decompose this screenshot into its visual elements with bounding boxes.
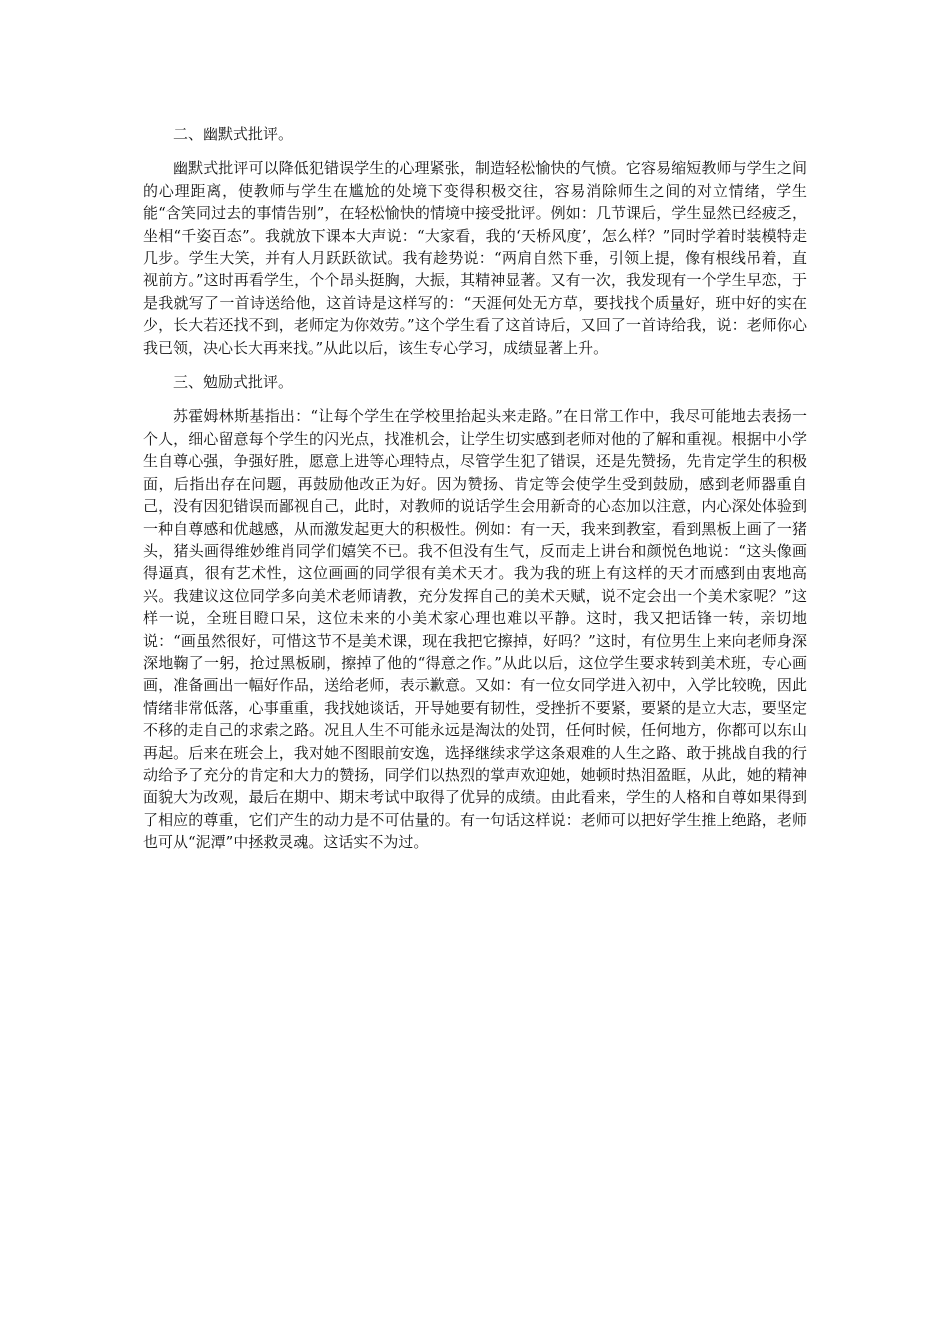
section-heading-humor: 二、幽默式批评。 (173, 125, 294, 143)
document-body (143, 123, 807, 866)
section-heading-encourage: 三、勉励式批评。 (173, 373, 294, 392)
section-paragraph-encourage: 苏霍姆林斯基指出：“让每个学生在学校里抬起头来走路。”在日常工作中，我尽可能地去表扬一个人，细心留意每个学生的闪光点，找准机会，让学生切实感到老师对他的了解和重视。根据中小学生自尊心强，争强好胜，愿意上进等心理特点，尽管学生犯了错误，还是先赞扬，先肯定学生的积极面，后指出存在问题，再鼓励他改正为好。因为赞扬、肯定等会使学生受到鼓励，感到老师器重自己，没有因犯错误而鄙视自己，此时，对教师的说话学生会用新奇的心态加以注意，内心深处体验到一种自尊感和优越感，从而激发起更大的积极性。例如：有一天，我来到教室，看到黑板上画了一猪头，猪头画得维妙维肖同学们嬉笑不已。我不但没有生气，反而走上讲台和颜悦色地说：“这头像画得逼真，很有艺术性，这位画画的同学很有美术天才。我为我的班上有这样的天才而感到由衷地高兴。我建议这位同学多向美术老师请教，充分发挥自己的美术天赋，说不定会出一个美术家呢？”这样一说，全班目瞪口呆，这位未来的小美术家心理也难以平静。这时，我又把话锋一转，亲切地说：“画虽然很好，可惜这节不是美术课，现在我把它擦掉，好吗？”这时，有位男生上来向老师身深深地鞠了一躬，抢过黑板刷，擦掉了他的“得意之作。”从此以后，这位学生要求转到美术班，专心画画，准备画出一幅好作品，送给老师，表示歉意。又如：有一位女同学进入初中，入学比较晚，因此情绪非常低落，心事重重，我找她谈话，开导她要有韧性，受挫折不要紧，要紧的是立大志，要坚定不移的走自己的求索之路。况且人生不可能永远是淘汰的处罚，任何时候，任何地方，你都可以东山再起。后来在班会上，我对她不图眼前安逸，选择继续求学这条艰难的人生之路、敢于挑战自我的行动给予了充分的肯定和大力的赞扬，同学们以热烈的掌声欢迎她，她顿时热泪盈眶，从此，她的精神面貌大为改观，最后在期中、期末考试中取得了优异的成绩。由此看来，学生的人格和自尊如果得到了相应的尊重，它们产生的动力是不可估量的。有一句话这样说：老师可以把好学生推上绝路，老师也可从“泥潭”中拯救灵魂。这话实不为过。 (143, 407, 807, 852)
section-paragraph-humor: 幽默式批评可以降低犯错误学生的心理紧张，制造轻松愉快的气愤。它容易缩短教师与学生之间的心理距离，使教师与学生在尴尬的处境下变得积极交往，容易消除师生之间的对立情绪，学生能“含笑同过去的事情告别”，在轻松愉快的情境中接受批评。例如：几节课后，学生显然已经疲乏，坐相“千姿百态”。我就放下课本大声说：“大家看，我的‘天桥风度’，怎么样？”同时学着时装模特走几步。学生大笑，并有人月跃跃欲试。我有趁势说：“两肩自然下垂，引领上提，像有根线吊着，直视前方。”这时再看学生，个个昂头挺胸，大振，其精神显著。又有一次，我发现有一个学生早恋，于是我就写了一首诗送给他，这首诗是这样写的：“天涯何处无方草，要找找个质量好，班中好的实在少，长大若还找不到，老师定为你效劳。”这个学生看了这首诗后，又回了一首诗给我，说：老师你心我已领，决心长大再来找。”从此以后，该生专心学习，成绩显著上升。 (143, 159, 807, 357)
